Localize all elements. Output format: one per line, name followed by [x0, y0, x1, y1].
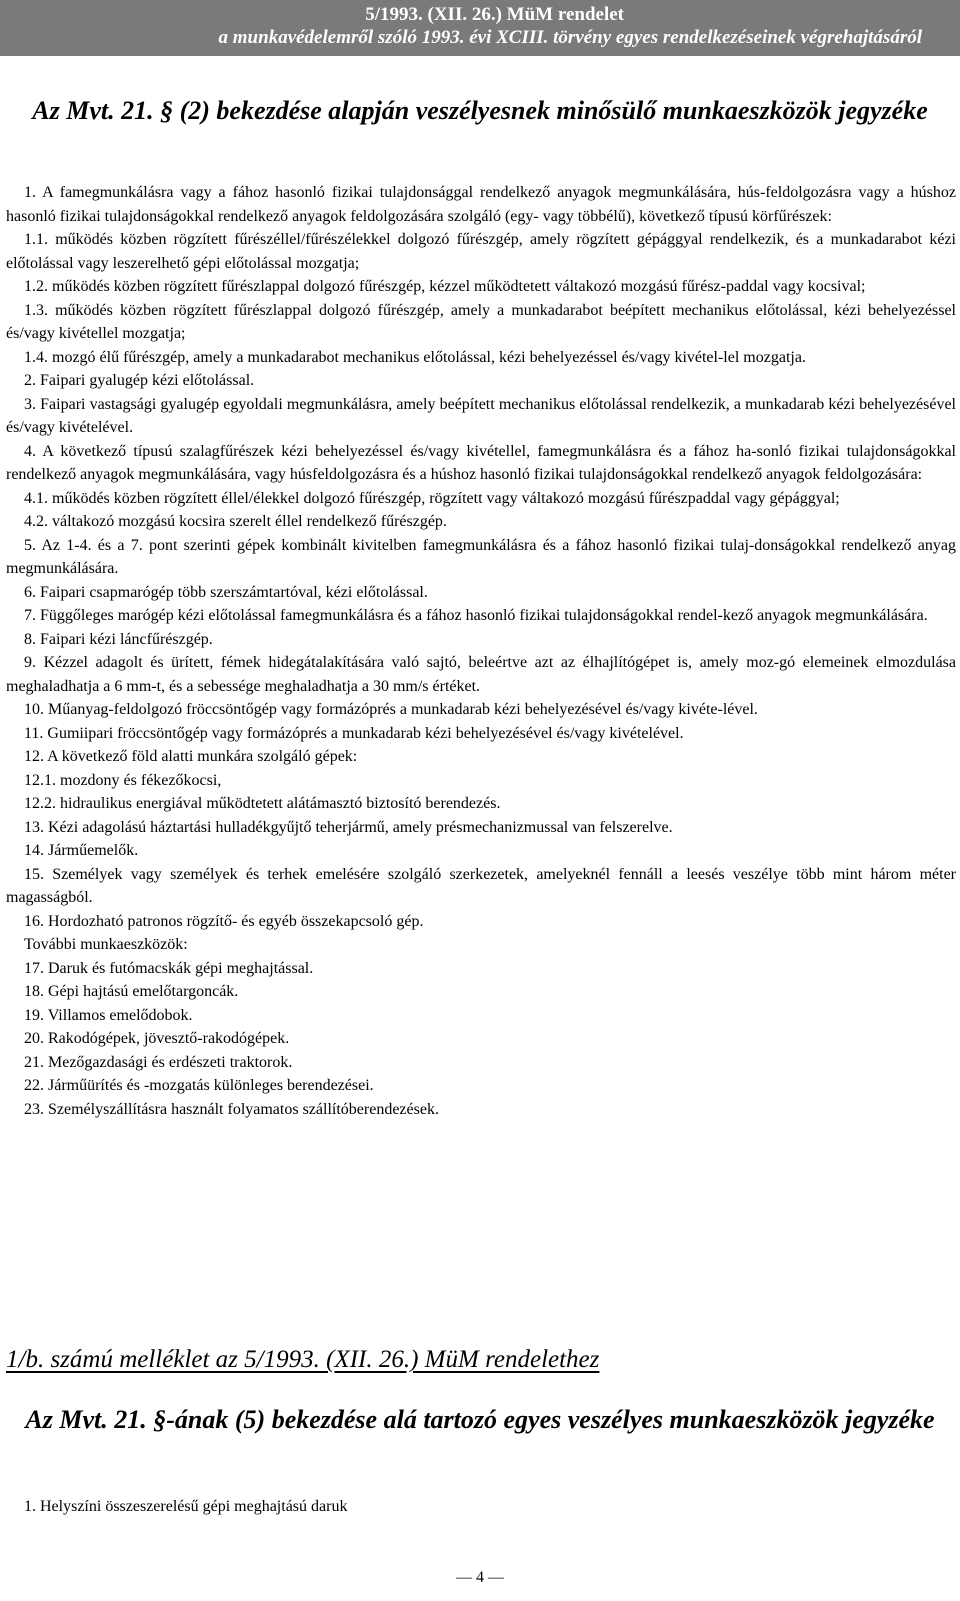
list-item: 12.2. hidraulikus energiával működtetett alátámasztó biztosító berendezés. [24, 795, 501, 812]
list-item: 4. A következő típusú szalagfűrészek kézi behelyezéssel és/vagy kivétellel, famegmunkálásra és a fához ha-sonló fizikai tulajdonságokkal rendelkező anyagok megmunkálására, vagy húsfeldolgozásra és a húshoz hasonló fizikai tulajdonságokkal rendelkező anyagok feldolgozására: [6, 442, 956, 483]
list-item: 15. Személyek vagy személyek és terhek emelésére szolgáló szerkezetek, amelyeknél fennáll a leesés veszélye több mint három méter magasságból. [6, 865, 956, 906]
list-item: 9. Kézzel adagolt és ürített, fémek hidegátalakítására való sajtó, beleértve azt az élhajlítógépet is, amely moz-gó elemeinek elmozdulása meghaladhatja a 6 mm-t, és a sebessége meghaladhatja a 30 mm/s értéket. [6, 654, 956, 695]
list-item: 20. Rakodógépek, jövesztő-rakodógépek. [24, 1030, 290, 1047]
list-item: 10. Műanyag-feldolgozó fröccsöntőgép vagy formázóprés a munkadarab kézi behelyezésével és/vagy kivéte-lével. [24, 701, 758, 718]
list-item: 19. Villamos emelődobok. [24, 1006, 193, 1024]
list-item: 16. Hordozható patronos rögzítő- és egyéb összekapcsoló gép. [24, 912, 424, 930]
header-decree-title: 5/1993. (XII. 26.) MüM rendelet [365, 4, 624, 25]
list-item: 1.3. működés közben rögzített fűrészlappal dolgozó fűrészgép, amely a munkadarabot beépített mechanikus előtolással, kézi behelyezéssel és/vagy kivétellel mozgatja; [6, 301, 956, 342]
list-item: 13. Kézi adagolású háztartási hulladékgyűjtő teherjármű, amely présmechanizmussal van felszerelve. [24, 818, 673, 836]
section2-list [24, 1495, 347, 1519]
section1-title [0, 94, 960, 127]
list-item: 5. Az 1-4. és a 7. pont szerinti gépek kombinált kivitelben famegmunkálásra és a fához hasonló fizikai tulaj-donságokkal rendelkező anyag megmunkálására. [6, 536, 956, 577]
list-item: 1.1. működés közben rögzített fűrészéllel/fűrészélekkel dolgozó fűrészgép, amely rögzített gépággyal rendelkezik, és a munkadarabot kézi előtolással vagy leszerelhető gépi előtolással mozgatja; [6, 231, 956, 272]
list-item: 21. Mezőgazdasági és erdészeti traktorok. [24, 1053, 293, 1071]
list-item: 14. Járműemelők. [24, 842, 139, 859]
list-item: 18. Gépi hajtású emelőtargoncák. [24, 983, 239, 1000]
list-item: 1. Helyszíni összeszerelésű gépi meghajtású daruk [24, 1498, 348, 1515]
list-item: 4.2. váltakozó mozgású kocsira szerelt éllel rendelkező fűrészgép. [24, 513, 447, 530]
list-item: 6. Faipari csapmarógép több szerszámtartóval, kézi előtolással. [24, 583, 428, 601]
list-item: 4.1. működés közben rögzített éllel/élekkel dolgozó fűrészgép, rögzített vagy váltakozó mozgású fűrészpaddal vagy gépággyal; [24, 489, 840, 507]
page-number: — 4 — [456, 1569, 504, 1586]
list-item: 7. Függőleges marógép kézi előtolással famegmunkálásra és a fához hasonló fizikai tulajdonságokkal rendel-kező anyagok megmunkálására. [24, 607, 928, 624]
list-item: 8. Faipari kézi láncfűrészgép. [24, 630, 213, 648]
list-item: 2. Faipari gyalugép kézi előtolással. [24, 372, 255, 389]
list-item: 1.2. működés közben rögzített fűrészlappal dolgozó fűrészgép, kézzel működtetett váltakozó mozgású fűrész-paddal vagy kocsival; [24, 278, 866, 295]
section1-list [6, 181, 956, 1121]
list-item: 22. Járműürítés és -mozgatás különleges berendezései. [24, 1077, 374, 1094]
list-item: 12. A következő föld alatti munkára szolgáló gépek: [24, 748, 358, 765]
header-decree-subtitle: a munkavédelemről szóló 1993. évi XCIII. törvény egyes rendelkezéseinek végrehajtásáról [218, 27, 922, 48]
section2-title-text: Az Mvt. 21. §-ának (5) bekezdése alá tartozó egyes veszélyes munkaeszközök jegyzéke [25, 1405, 935, 1434]
list-item: 17. Daruk és futómacskák gépi meghajtással. [24, 959, 314, 977]
list-item: 12.1. mozdony és fékezőkocsi, [24, 771, 222, 789]
list-item: 1. A famegmunkálásra vagy a fához hasonló fizikai tulajdonsággal rendelkező anyagok megmunkálására, hús-feldolgozásra vagy a húshoz hasonló fizikai tulajdonságokkal rendelkező anyagok feldolgozására szolgáló (egy- vagy többélű), következő típusú körfűrészek: [6, 184, 956, 225]
section2-title [0, 1403, 960, 1436]
list-item: További munkaeszközök: [24, 936, 188, 953]
section1-title-text: Az Mvt. 21. § (2) bekezdése alapján veszélyesnek minősülő munkaeszközök jegyzéke [32, 96, 928, 125]
document-header [0, 0, 960, 56]
list-item: 1.4. mozgó élű fűrészgép, amely a munkadarabot mechanikus előtolással, kézi behelyezéssel és/vagy kivétel-lel mozgatja. [24, 348, 806, 366]
list-item: 11. Gumiipari fröccsöntőgép vagy formázóprés a munkadarab kézi behelyezésével és/vagy kivételével. [24, 724, 684, 742]
list-item: 23. Személyszállításra használt folyamatos szállítóberendezések. [24, 1100, 439, 1118]
list-item: 3. Faipari vastagsági gyalugép egyoldali megmunkálásra, amely beépített mechanikus előtolással rendelkezik, a munkadarab kézi behelyezésével és/vagy kivételével. [6, 395, 956, 436]
annex-title: 1/b. számú melléklet az 5/1993. (XII. 26.) MüM rendelethez [6, 1346, 600, 1373]
